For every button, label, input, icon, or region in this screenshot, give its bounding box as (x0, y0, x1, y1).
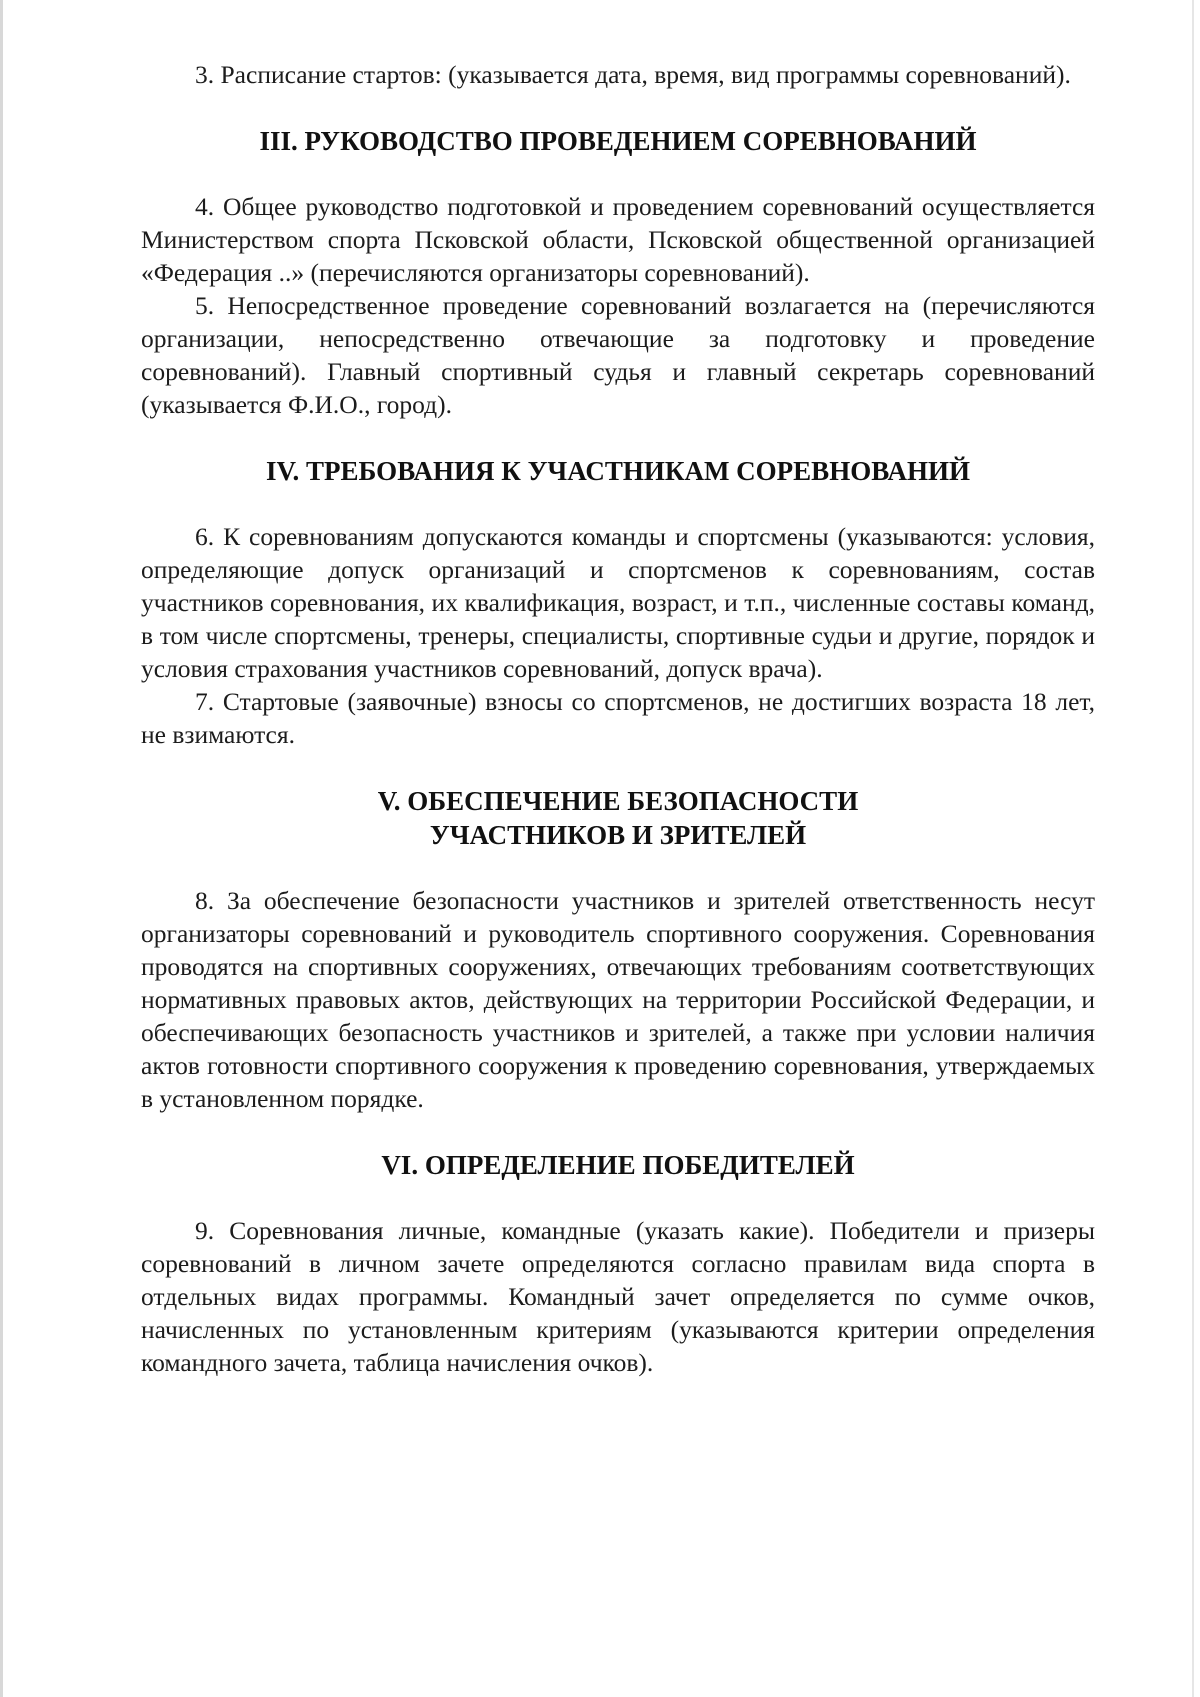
paragraph-4: 4. Общее руководство подготовкой и проведением соревнований осуществляется Министерством спорта Псковской области, Псковской общественной организацией «Федерация ..» (перечисляются организаторы соревнований). (141, 192, 1095, 287)
paragraph-7: 7. Стартовые (заявочные) взносы со спортсменов, не достигших возраста 18 лет, не взимаются. (141, 687, 1095, 749)
page-edge-left (0, 0, 3, 1697)
section-5-title (141, 784, 1095, 852)
page-edge-right (1192, 0, 1194, 1697)
section-5-title-line-1: V. ОБЕСПЕЧЕНИЕ БЕЗОПАСНОСТИ (377, 786, 859, 816)
paragraph-6: 6. К соревнованиям допускаются команды и спортсмены (указываются: условия, определяющие допуск организаций и спортсменов к соревнованиям, состав участников соревнования, их квалификация, возраст, и т.п., численные составы команд, в том числе спортсмены, тренеры, специалисты, спортивные судьи и другие, порядок и условия страхования участников соревнований, допуск врача). (141, 522, 1095, 683)
document-body (141, 58, 1095, 1379)
paragraph-5: 5. Непосредственное проведение соревнований возлагается на (перечисляются организации, непосредственно отвечающие за подготовку и проведение соревнований). Главный спортивный судья и главный секретарь соревнований (указывается Ф.И.О., город). (141, 291, 1095, 419)
paragraph-8: 8. За обеспечение безопасности участников и зрителей ответственность несут организаторы соревнований и руководитель спортивного сооружения. Соревнования проводятся на спортивных сооружениях, отвечающих требованиям соответствующих нормативных правовых актов, действующих на территории Российской Федерации, и обеспечивающих безопасность участников и зрителей, а также при условии наличия актов готовности спортивного сооружения к проведению соревнования, утверждаемых в установленном порядке. (141, 886, 1095, 1113)
section-4-title: IV. ТРЕБОВАНИЯ К УЧАСТНИКАМ СОРЕВНОВАНИЙ (265, 456, 971, 486)
section-3-title: III. РУКОВОДСТВО ПРОВЕДЕНИЕМ СОРЕВНОВАНИЙ (259, 126, 977, 156)
section-6-title: VI. ОПРЕДЕЛЕНИЕ ПОБЕДИТЕЛЕЙ (381, 1150, 855, 1180)
section-5-title-line-2: УЧАСТНИКОВ И ЗРИТЕЛЕЙ (429, 820, 807, 850)
paragraph-3: 3. Расписание стартов: (указывается дата, время, вид программы соревнований). (195, 60, 1071, 89)
paragraph-9: 9. Соревнования личные, командные (указать какие). Победители и призеры соревнований в личном зачете определяются согласно правилам вида спорта в отдельных видах программы. Командный зачет определяется по сумме очков, начисленных по установленным критериям (указываются критерии определения командного зачета, таблица начисления очков). (141, 1216, 1095, 1377)
